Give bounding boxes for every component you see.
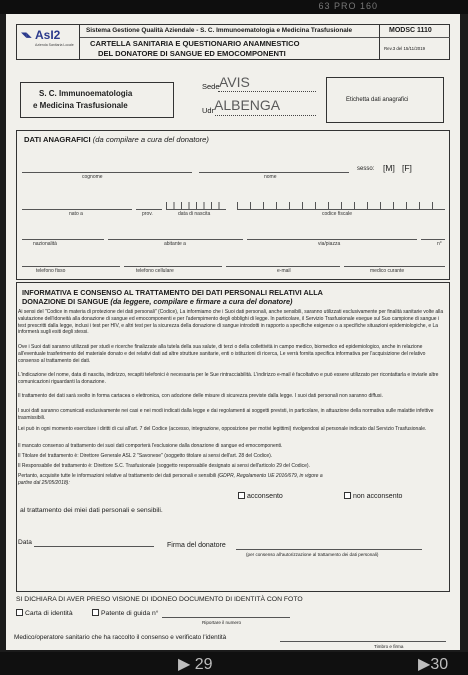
patente-checkbox[interactable]: Patente di guida n° [92, 609, 159, 617]
firma-donatore-label: Firma del donatore [167, 542, 226, 549]
consent-paragraph-4: Il trattamento dei dati sarà svolto in forma cartacea o elettronica, con adozione delle misure di sicurezza previste dalla legge. I suoi dati personali non saranno diffusi. [18, 393, 383, 399]
firma-donatore-line[interactable] [236, 549, 422, 550]
consent-final-text: Pertanto, acquisite tutte le informazioni relative al trattamento dei dati personali e sensibili (GDPR, Regolamento UE 2016/679, in vigore a partire dal 25/05/2018): [18, 473, 323, 486]
telefono-fisso-label: telefono fisso [36, 268, 66, 274]
carta-identita-checkbox[interactable]: Carta di identità [16, 609, 73, 617]
film-code: 63 PRO 160 [318, 1, 378, 11]
riportare-numero-label: Riportare il numero [202, 620, 242, 625]
consent-title-line1: INFORMATIVA E CONSENSO AL TRATTAMENTO DEI DATI PERSONALI RELATIVI ALLA [22, 288, 323, 297]
patente-box[interactable] [92, 609, 99, 616]
prov-label: prov. [142, 211, 153, 217]
timbro-firma-line[interactable] [280, 641, 446, 642]
nome-label: nome [264, 174, 277, 180]
firma-note: (per consenso all'autorizzazione al trattamento dei dati personali) [246, 552, 379, 557]
non-acconsento-box[interactable] [344, 492, 351, 499]
sede-label: Sede [202, 82, 220, 91]
form-title-line1: CARTELLA SANITARIA E QUESTIONARIO ANAMNESTICO [90, 39, 300, 48]
data-nascita-label: data di nascita [178, 211, 211, 217]
acconsento-box[interactable] [238, 492, 245, 499]
acconsento-checkbox[interactable]: acconsento [238, 492, 283, 500]
timbro-firma-label: Timbro e firma [374, 644, 404, 649]
medico-operatore-text: Medico/operatore sanitario che ha raccolto il consenso e verificato l'identità [14, 634, 227, 641]
sesso-label: sesso: [357, 166, 375, 172]
trattamento-text: al trattamento dei miei dati personali e sensibili. [20, 507, 163, 514]
via-piazza-label: via/piazza [318, 241, 341, 247]
udr-stamp: ALBENGA [214, 97, 281, 113]
numero-label: n° [437, 241, 442, 247]
consent-paragraph-7: Il mancato consenso al trattamento dei suoi dati comporterà l'esclusione dalla donazione di sangue ed emocomponenti. [18, 443, 283, 449]
codice-fiscale-label: codice fiscale [322, 211, 353, 217]
data-label: Data [18, 539, 32, 546]
cognome-label: cognome [82, 174, 103, 180]
medico-curante-label: medico curante [370, 268, 405, 274]
sesso-m-option[interactable]: [M] [383, 163, 395, 173]
udr-label: Udr [202, 106, 215, 115]
unit-name-line2: e Medicina Trasfusionale [33, 101, 128, 110]
document-page [6, 14, 460, 650]
identity-declaration: SI DICHIARA DI AVER PRESO VISIONE DI IDONEO DOCUMENTO DI IDENTITÀ CON FOTO [16, 596, 303, 603]
consent-paragraph-2: Ove i Suoi dati saranno utilizzati per studi e ricerche finalizzate alla tutela della sua salute, di terzi o della collettività in campo medico, biomedico ed epidemiologico, anche in relazione all'eventuale trasferimento del materiale donato e dei relativi dati ad altre strutture sanitarie, enti o istituzioni di ricerca, Le verrà fornita specifica informativa per l'acquisizione del relativo consenso al trattamento dei dati. [18, 344, 426, 364]
data-nascita-field[interactable] [166, 202, 226, 210]
unit-name-line1: S. C. Immunoematologia [39, 89, 133, 98]
sesso-f-option[interactable]: [F] [402, 163, 412, 173]
data-line[interactable] [34, 546, 154, 547]
document-code: MODSC 1110 [389, 27, 432, 34]
label-sticker-box [326, 77, 444, 123]
form-title-line2: DEL DONATORE DI SANGUE ED EMOCOMPONENTI [98, 49, 286, 58]
abitante-label: abitante a [164, 241, 186, 247]
revision-date: Rev.3 del 15/11/2019 [384, 46, 426, 51]
nato-a-label: nato a [69, 211, 83, 217]
film-strip-top [0, 0, 468, 14]
nazionalita-label: nazionalità [33, 241, 57, 247]
documento-numero-line[interactable] [162, 617, 290, 618]
consent-paragraph-3: L'indicazione del nome, data di nascita, indirizzo, recapiti telefonici è necessaria per le Sue rintracciabilità. L'indirizzo e-mail è facoltativo e può essere utilizzato per ricontattarla e inviarle altre comunicazioni riguardanti la donazione. [18, 372, 439, 385]
carta-identita-box[interactable] [16, 609, 23, 616]
non-acconsento-checkbox[interactable]: non acconsento [344, 492, 402, 500]
logo-mark-icon: ◥◣ [21, 32, 32, 39]
logo-text: AsI2 [35, 28, 61, 42]
consent-paragraph-6: Lei può in ogni momento esercitare i diritti di cui all'art. 7 del Codice (accesso, integrazione, opposizione per motivi legittimi) rivolgendosi al personale indicato dal Servizio Trasfusionale. [18, 426, 427, 432]
telefono-cellulare-label: telefono cellulare [136, 268, 174, 274]
email-label: e-mail [277, 268, 291, 274]
consent-paragraph-8: Il Titolare del trattamento è: Direttore Generale ASL 2 "Savonese" (soggetto titolare ai sensi dell'art. 28 del Codice). [18, 453, 273, 459]
codice-fiscale-field[interactable] [237, 202, 445, 210]
consent-paragraph-1: Ai sensi del "Codice in materia di protezione dei dati personali" (Codice), La informiamo che i Suoi dati personali, anche sensibili, saranno utilizzati esclusivamente per finalità sanitarie volte alla valutazione dell'idoneità alla donazione di sangue ed emocomponenti e per l'adempimento degli obblighi di legge. In particolare, il Servizio Trasfusionale esegue sul Suo campione di sangue i test prescritti dalla legge, inclusi i test per HIV, e altri test per la sicurezza della donazione di sangue introdotti in rapporto a specifiche esigenze o a specifiche situazioni epidemiologiche, e La informerà sugli esiti degli stessi. [18, 309, 444, 336]
logo-subtitle: Azienda Sanitaria Locale [35, 43, 74, 47]
logo-block [17, 25, 80, 59]
consent-paragraph-5: I suoi dati saranno comunicati esclusivamente nei casi e nei modi indicati dalla legge e dai regolamenti ai soggetti previsti, in particolare, in attuazione della normativa sulle malattie infettive trasmissibili. [18, 408, 434, 421]
unit-box [20, 82, 174, 118]
sede-stamp: AVIS [219, 74, 250, 90]
frame-number-right: ▶30 [418, 656, 449, 673]
consent-title-line2: DONAZIONE DI SANGUE (da leggere, compilare e firmare a cura del donatore) [22, 297, 293, 306]
anagrafica-title: DATI ANAGRAFICI (da compilare a cura del donatore) [24, 135, 209, 144]
quality-system-title: Sistema Gestione Qualità Aziendale - S. C. Immunoematologia e Medicina Trasfusionale [86, 27, 353, 34]
frame-number-left: ▶ 29 [178, 656, 213, 673]
consent-paragraph-9: Il Responsabile del trattamento è: Direttore S.C. Trasfusionale (soggetto responsabile designato ai sensi dell'articolo 29 del Codice). [18, 463, 310, 469]
film-strip-bottom [0, 652, 468, 675]
label-sticker-text: Etichetta dati anagrafici [346, 97, 409, 103]
